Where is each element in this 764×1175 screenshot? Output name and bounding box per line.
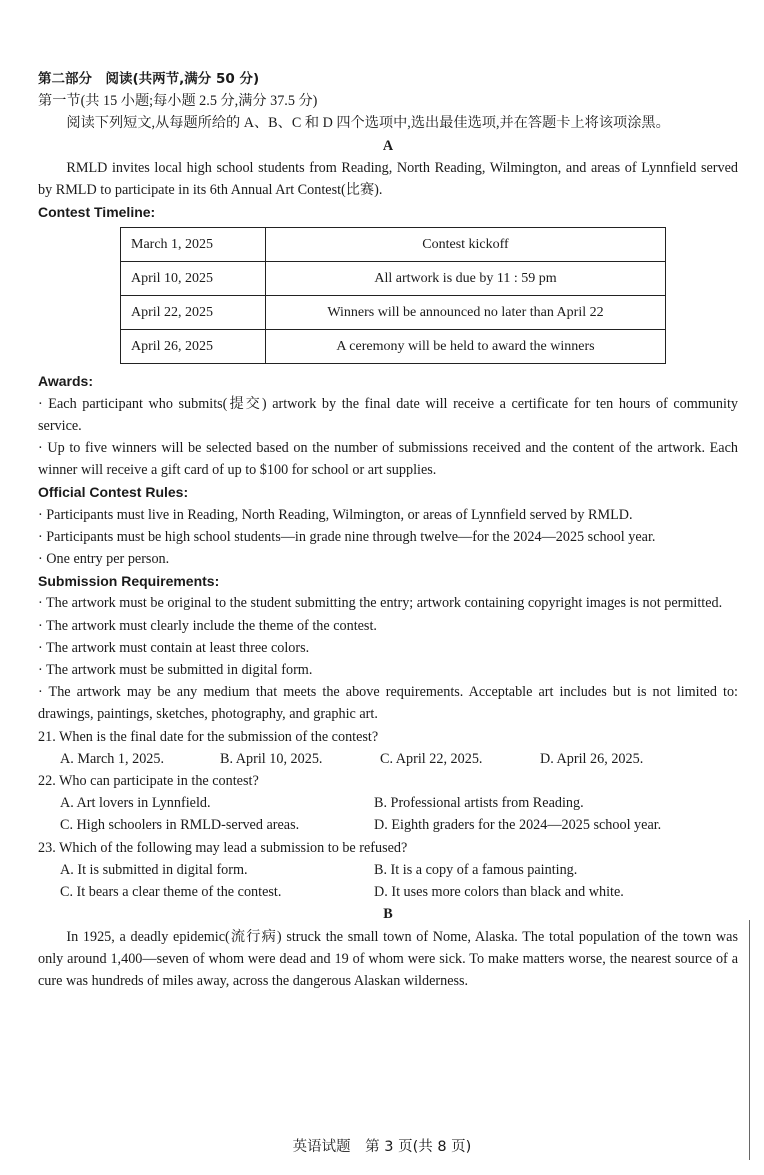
awards-item: · Up to five winners will be selected based on the number of submissions received and the content of the artwork. Each winner will receive a gift card of up to $100 for school or art supplies. xyxy=(38,440,738,479)
question-options xyxy=(60,859,738,881)
exam-page xyxy=(38,68,738,992)
option-c: C. It bears a clear theme of the contest. xyxy=(60,884,282,901)
timeline-date: April 22, 2025 xyxy=(121,296,266,330)
option-a: A. It is submitted in digital form. xyxy=(60,861,248,878)
requirements-item: · The artwork must clearly include the theme of the contest. xyxy=(38,617,377,634)
option-c: C. High schoolers in RMLD-served areas. xyxy=(60,817,300,834)
awards-item: · Each participant who submits(提交) artwork by the final date will receive a certificate for ten hours of community service. xyxy=(38,395,738,434)
option-a: A. Art lovers in Lynnfield. xyxy=(60,795,211,812)
table-row xyxy=(121,330,666,364)
table-row xyxy=(121,262,666,296)
option-c: C. April 22, 2025. xyxy=(380,750,483,767)
question-stem: 21. When is the final date for the submission of the contest? xyxy=(38,728,379,745)
timeline-date: April 26, 2025 xyxy=(121,330,266,364)
question-options xyxy=(60,881,738,903)
question-options xyxy=(60,748,738,770)
instructions: 阅读下列短文,从每题所给的 A、B、C 和 D 四个选项中,选出最佳选项,并在答题卡上将该项涂黑。 xyxy=(66,115,670,132)
requirements-item: · The artwork must be submitted in digital form. xyxy=(38,662,313,679)
timeline-date: April 10, 2025 xyxy=(121,262,266,296)
timeline-table xyxy=(120,227,666,364)
option-d: D. Eighth graders for the 2024—2025 school year. xyxy=(374,817,662,834)
option-d: D. April 26, 2025. xyxy=(540,750,644,767)
timeline-event: Contest kickoff xyxy=(266,228,666,262)
passage-b-text: In 1925, a deadly epidemic(流行病) struck the small town of Nome, Alaska. The total population of the town was only around 1,400—seven of whom were dead and 19 of whom were sick. To make matters worse, the nearest source of a cure was hundreds of miles away, across the dangerous Alaskan wilderness. xyxy=(38,928,738,989)
timeline-event: A ceremony will be held to award the winners xyxy=(266,330,666,364)
page-edge-line xyxy=(749,920,750,1160)
timeline-event: All artwork is due by 11 : 59 pm xyxy=(266,262,666,296)
requirements-item: · The artwork must be original to the student submitting the entry; artwork containing copyright images is not permitted. xyxy=(38,595,723,612)
passage-a-intro: RMLD invites local high school students from Reading, North Reading, Wilmington, and areas of Lynnfield served by RMLD to participate in its 6th Annual Art Contest(比赛). xyxy=(38,159,738,199)
question-stem: 22. Who can participate in the contest? xyxy=(38,773,259,790)
question-options xyxy=(60,792,738,814)
passage-b-label: B xyxy=(383,906,393,923)
option-b: B. It is a copy of a famous painting. xyxy=(374,861,578,878)
question-stem: 23. Which of the following may lead a submission to be refused? xyxy=(38,839,408,856)
option-d: D. It uses more colors than black and white. xyxy=(374,884,624,901)
table-row xyxy=(121,296,666,330)
requirements-item: · The artwork may be any medium that meets the above requirements. Acceptable art includes but is not limited to: drawings, paintings, sketches, photography, and graphic art. xyxy=(38,684,738,723)
timeline-date: March 1, 2025 xyxy=(121,228,266,262)
page-footer: 英语试题 第 3 页(共 8 页) xyxy=(292,1139,472,1155)
timeline-event: Winners will be announced no later than April 22 xyxy=(266,296,666,330)
part-title: 第二部分 阅读(共两节,满分 50 分) xyxy=(38,71,260,87)
passage-a-label: A xyxy=(382,137,394,154)
section-title: 第一节(共 15 小题;每小题 2.5 分,满分 37.5 分) xyxy=(38,93,318,110)
option-b: B. April 10, 2025. xyxy=(220,750,323,767)
option-b: B. Professional artists from Reading. xyxy=(374,795,584,812)
requirements-heading: Submission Requirements: xyxy=(38,573,220,590)
rules-item: · Participants must live in Reading, North Reading, Wilmington, or areas of Lynnfield served by RMLD. xyxy=(38,506,633,523)
question-options xyxy=(60,814,738,836)
awards-heading: Awards: xyxy=(38,373,93,390)
rules-item: · One entry per person. xyxy=(38,551,170,568)
timeline-heading: Contest Timeline: xyxy=(38,204,156,221)
requirements-item: · The artwork must contain at least three colors. xyxy=(38,639,310,656)
rules-heading: Official Contest Rules: xyxy=(38,484,189,501)
table-row xyxy=(121,228,666,262)
rules-item: · Participants must be high school students—in grade nine through twelve—for the 2024—2025 school year. xyxy=(38,528,656,545)
option-a: A. March 1, 2025. xyxy=(60,750,165,767)
